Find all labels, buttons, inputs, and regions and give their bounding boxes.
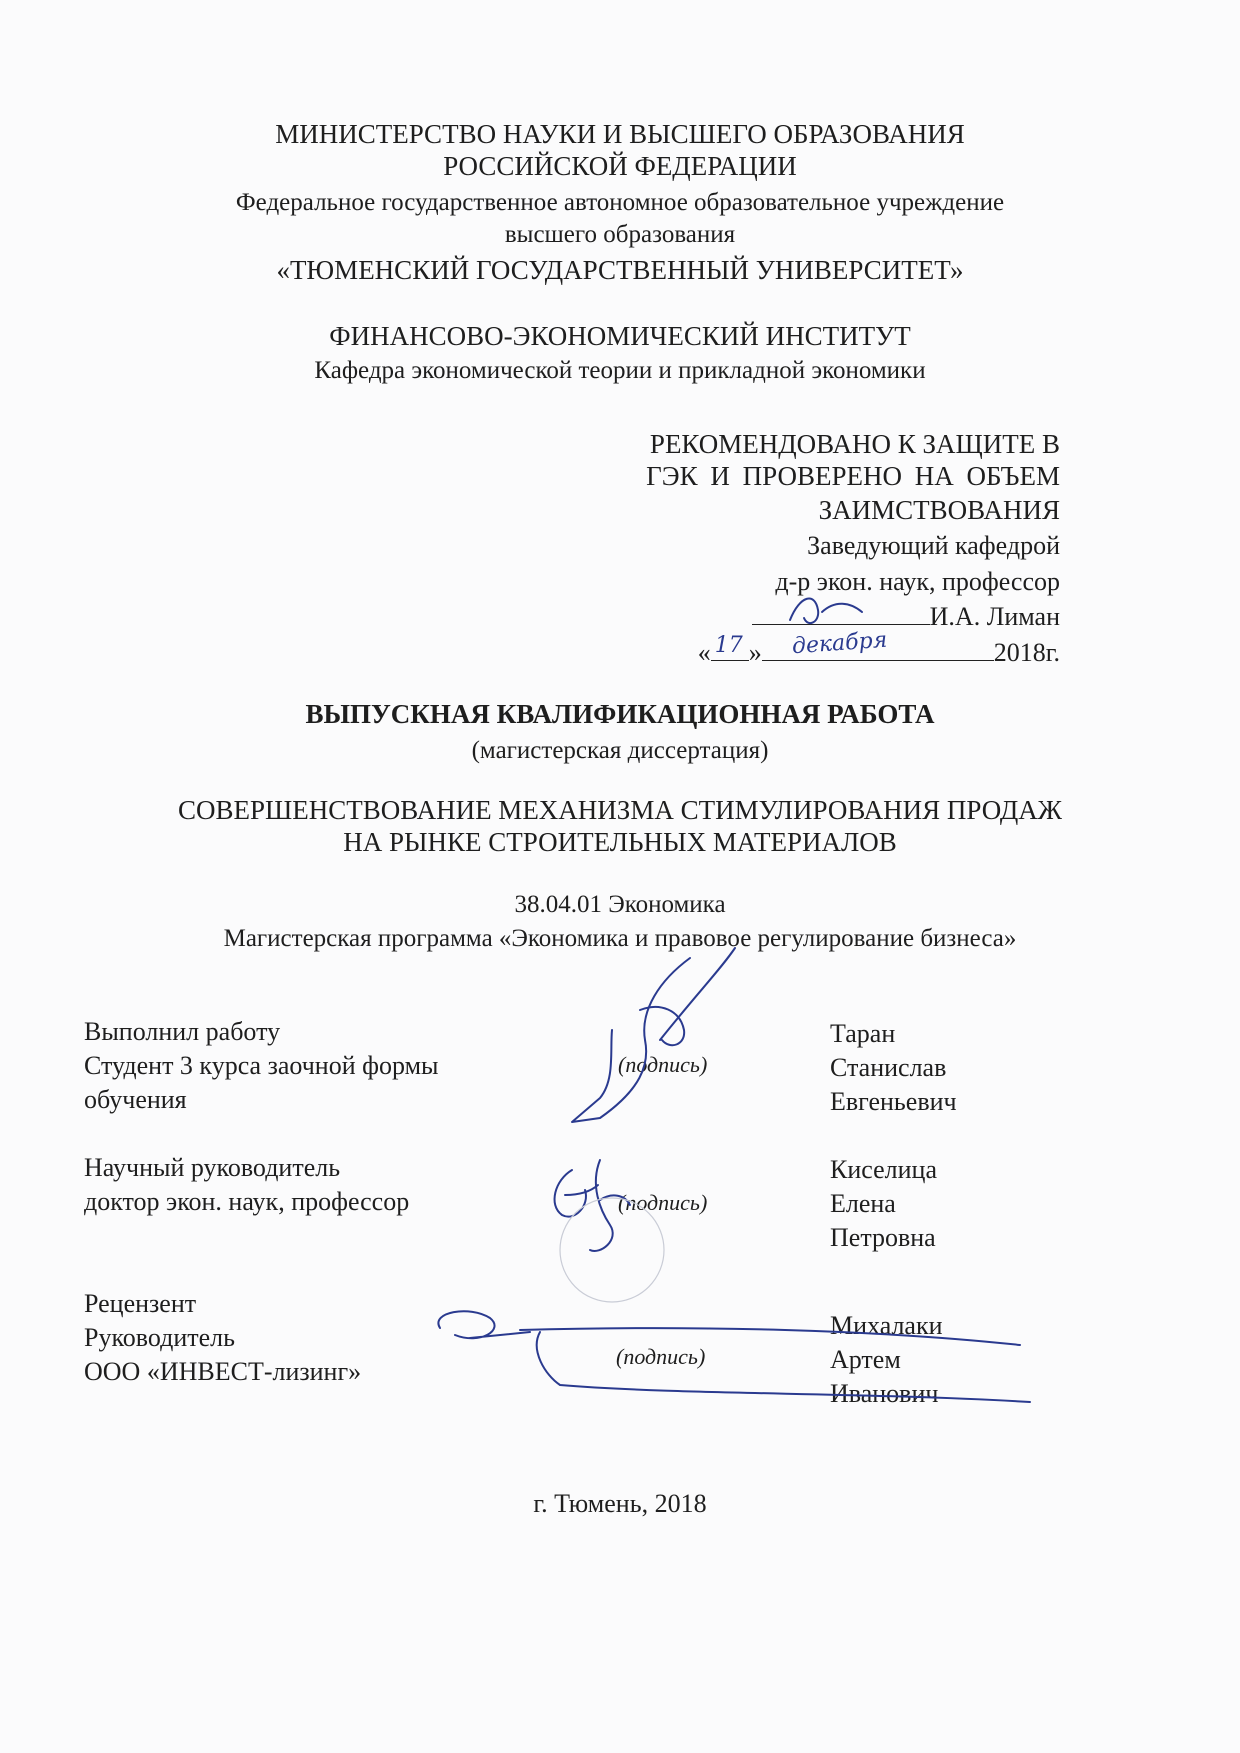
reviewer-signature-label: (подпись) <box>616 1344 706 1369</box>
approval-name: И.А. Лиман <box>929 602 1060 631</box>
institution-type-line-1: Федеральное государственное автономное образовательное учреждение <box>235 189 1005 216</box>
ministry-line-2: РОССИЙСКОЙ ФЕДЕРАЦИИ <box>443 151 797 181</box>
university-name: «ТЮМЕНСКИЙ ГОСУДАРСТВЕННЫЙ УНИВЕРСИТЕТ» <box>276 255 964 285</box>
supervisor-signature-label: (подпись) <box>618 1190 708 1215</box>
approval-line-2: ГЭК И ПРОВЕРЕНО НА ОБЪЕМ <box>646 461 1060 491</box>
student-role-line-3: обучения <box>84 1085 187 1114</box>
reviewer-role-line-1: Рецензент <box>84 1289 197 1318</box>
student-signature-mark <box>572 948 735 1122</box>
specialty: 38.04.01 Экономика <box>514 891 726 918</box>
date-year: 2018г. <box>993 638 1060 667</box>
student-role-line-2: Студент 3 курса заочной формы <box>84 1051 439 1080</box>
approval-degree: д-р экон. наук, профессор <box>775 567 1060 596</box>
supervisor-role-line-2: доктор экон. наук, профессор <box>84 1187 410 1216</box>
ministry-line-1: МИНИСТЕРСТВО НАУКИ И ВЫСШЕГО ОБРАЗОВАНИЯ <box>275 119 965 149</box>
date-close-quote: » <box>748 638 762 667</box>
city-year: г. Тюмень, 2018 <box>533 1489 707 1518</box>
approval-position: Заведующий кафедрой <box>807 531 1060 560</box>
institution-type-line-2: высшего образования <box>504 221 736 248</box>
program: Магистерская программа «Экономика и правовое регулирование бизнеса» <box>223 925 1017 952</box>
approval-line-3: ЗАИМСТВОВАНИЯ <box>818 495 1060 525</box>
approval-line-1: РЕКОМЕНДОВАНО К ЗАЩИТЕ В <box>649 429 1060 459</box>
work-title-line-2: НА РЫНКЕ СТРОИТЕЛЬНЫХ МАТЕРИАЛОВ <box>343 827 897 857</box>
approval-signature-underline <box>752 600 930 625</box>
student-signature-label: (подпись) <box>618 1052 708 1077</box>
reviewer-name-line-3: Иванович <box>830 1379 939 1408</box>
date-day-field <box>711 633 749 661</box>
work-title-line-1: СОВЕРШЕНСТВОВАНИЕ МЕХАНИЗМА СТИМУЛИРОВАНИЯ ПРОДАЖ <box>178 795 1062 825</box>
student-name-line-1: Таран <box>830 1019 896 1048</box>
student-name-line-2: Станислав <box>830 1053 947 1082</box>
supervisor-name-line-1: Киселица <box>830 1155 937 1184</box>
institute-name: ФИНАНСОВО-ЭКОНОМИЧЕСКИЙ ИНСТИТУТ <box>329 321 911 351</box>
date-month: декабря <box>790 627 888 660</box>
reviewer-role-line-3: ООО «ИНВЕСТ-лизинг» <box>84 1357 362 1386</box>
date-day: 17 <box>714 633 743 658</box>
work-type: ВЫПУСКНАЯ КВАЛИФИКАЦИОННАЯ РАБОТА <box>305 699 935 729</box>
student-role-line-1: Выполнил работу <box>84 1017 281 1046</box>
reviewer-name-line-2: Артем <box>830 1345 901 1374</box>
work-subtype: (магистерская диссертация) <box>471 737 769 764</box>
student-name-line-3: Евгеньевич <box>830 1087 957 1116</box>
department-name: Кафедра экономической теории и прикладной экономики <box>314 357 926 384</box>
supervisor-name-line-3: Петровна <box>830 1223 936 1252</box>
date-month-field <box>762 627 994 661</box>
date-open-quote: « <box>697 638 711 667</box>
supervisor-role-line-1: Научный руководитель <box>84 1153 341 1182</box>
approval-signature-line <box>752 600 1060 633</box>
supervisor-name-line-2: Елена <box>830 1189 896 1218</box>
reviewer-role-line-2: Руководитель <box>84 1323 235 1352</box>
approval-date <box>697 627 1060 669</box>
reviewer-name-line-1: Михалаки <box>830 1311 943 1340</box>
